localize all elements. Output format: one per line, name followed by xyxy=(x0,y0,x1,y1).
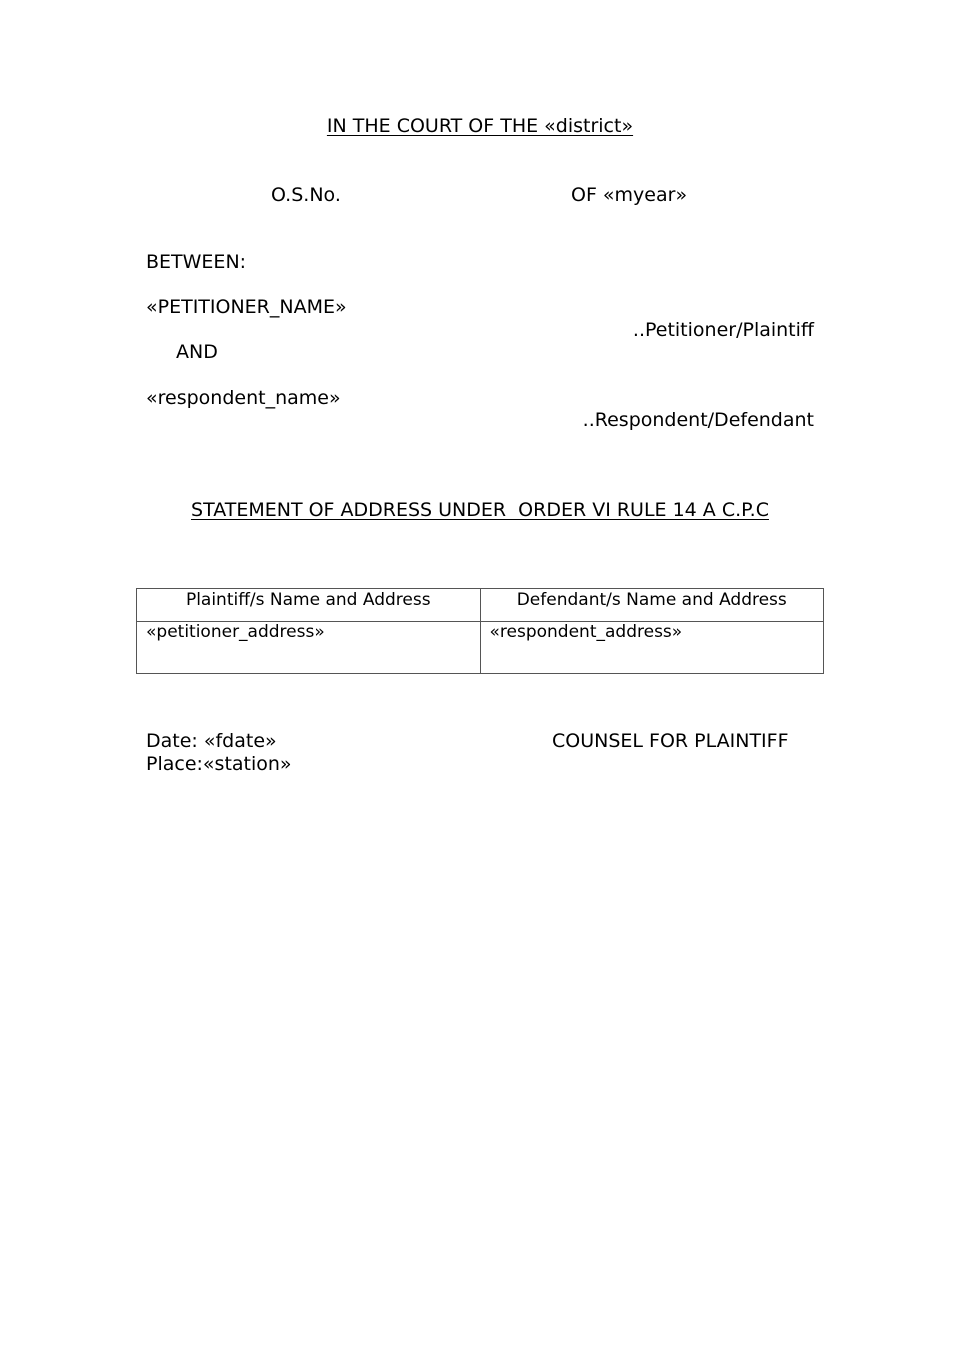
plaintiff-header: Plaintiff/s Name and Address xyxy=(137,589,481,622)
case-year: OF «myear» xyxy=(571,184,688,206)
address-table xyxy=(136,588,824,674)
table-header-row xyxy=(137,589,824,622)
date-line: Date: «fdate» xyxy=(146,730,277,752)
petitioner-address-cell: «petitioner_address» xyxy=(137,622,481,674)
petitioner-role: ..Petitioner/Plaintiff xyxy=(632,319,814,341)
statement-title: STATEMENT OF ADDRESS UNDER ORDER VI RULE 14 A C.P.C xyxy=(191,499,769,521)
petitioner-name: «PETITIONER_NAME» xyxy=(146,296,347,318)
place-line: Place:«station» xyxy=(146,753,292,775)
case-number-label: O.S.No. xyxy=(271,184,341,206)
table-row xyxy=(137,622,824,674)
defendant-header: Defendant/s Name and Address xyxy=(480,589,824,622)
respondent-role: ..Respondent/Defendant xyxy=(582,409,814,431)
and-label: AND xyxy=(176,341,218,363)
respondent-name: «respondent_name» xyxy=(146,387,341,409)
court-heading: IN THE COURT OF THE «district» xyxy=(326,115,634,137)
counsel-label: COUNSEL FOR PLAINTIFF xyxy=(552,730,789,752)
respondent-address-cell: «respondent_address» xyxy=(480,622,824,674)
between-label: BETWEEN: xyxy=(146,251,247,273)
